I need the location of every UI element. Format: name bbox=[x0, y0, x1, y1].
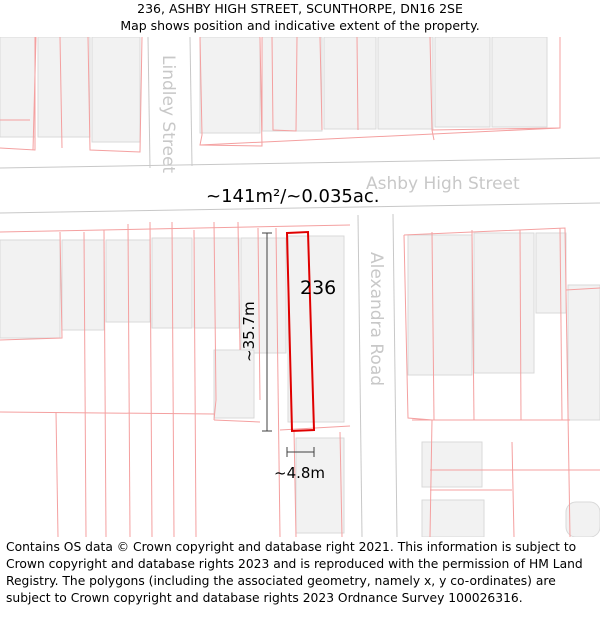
map-subtitle: Map shows position and indicative extent of the property. bbox=[120, 18, 480, 33]
height-label: ~35.7m bbox=[240, 301, 258, 362]
street-label-alexandra: Alexandra Road bbox=[366, 252, 386, 387]
property-address: 236, ASHBY HIGH STREET, SCUNTHORPE, DN16 2SE bbox=[137, 1, 463, 16]
copyright-footer bbox=[6, 539, 596, 607]
plot-number-label: 236 bbox=[300, 277, 337, 299]
map-header bbox=[0, 0, 600, 36]
street-label-lindley: Lindley Street bbox=[158, 55, 178, 174]
street-label-ashby: Ashby High Street bbox=[366, 174, 520, 194]
copyright-text: Contains OS data © Crown copyright and database right 2021. This information is subject to Crown copyright and database rights 2023 and is reproduced with the permission of HM Land Registry. The polygons (including the associated geometry, namely x, y co-ordinates) are subject to Crown copyright and database rights 2023 Ordnance Survey 100026316. bbox=[6, 540, 583, 605]
map-canvas bbox=[0, 37, 600, 537]
property-map[interactable] bbox=[0, 37, 600, 537]
width-label: ~4.8m bbox=[274, 464, 326, 482]
area-label: ~141m²/~0.035ac. bbox=[206, 186, 380, 207]
